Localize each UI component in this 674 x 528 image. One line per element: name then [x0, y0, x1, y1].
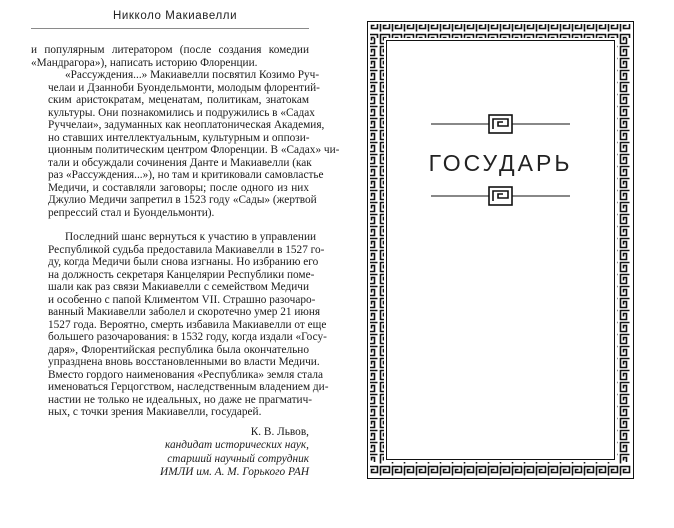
text-line: и особенно с папой Климентом VII. Страшно разочаро-: [48, 293, 316, 306]
text-line: культуры. Они познакомились и подружились в «Садах: [48, 106, 315, 119]
signature-name: К. В. Львов,: [250, 426, 309, 438]
author-signature: [31, 426, 309, 479]
text-line: большего разочарования: в 1532 году, когда издали «Госу-: [48, 331, 327, 343]
greek-key-border: [367, 21, 634, 479]
text-line: тали и обсуждали сочинения Данте и Макиавелли (как: [48, 156, 312, 169]
text-line: упразднена вновь восстановленными во власти Медичи.: [48, 356, 320, 368]
signature-institution: ИМЛИ им. А. М. Горького РАН: [160, 465, 309, 478]
body-text: [31, 44, 340, 419]
paragraph: [31, 69, 340, 219]
signature-title-1: кандидат исторических наук,: [165, 439, 309, 452]
text-line: настии не только не идеальных, но даже не прагматич-: [48, 393, 313, 406]
text-line: Вместо гордого наименования «Республика» земля стала: [48, 368, 323, 381]
text-line: Последний шанс вернуться к участию в управлении: [65, 231, 317, 243]
text-line: Джулио Медичи запретил в 1523 году «Сады» (жертвой: [48, 194, 317, 206]
text-line: Медичи, и составляли заговоры; после одного из них: [48, 181, 309, 194]
text-line: «Рассуждения...» Макиавелли посвятил Козимо Руч-: [65, 69, 320, 81]
text-line: челаи и Дзанноби Буондельмонти, молодым флорентий-: [48, 81, 320, 94]
text-line: ским аристократам, меценатам, политикам, знатокам: [48, 94, 309, 106]
paragraph: [31, 231, 329, 419]
right-page: [337, 0, 674, 528]
running-head: [31, 8, 309, 29]
text-line: Руччелаи», задуманных как неоплатоническая Академия,: [48, 119, 325, 131]
text-line: именоваться Герцогством, наследственным владением ди-: [48, 381, 329, 393]
text-line: раз «Рассуждения...»), но там и критиковали самовластье: [48, 169, 324, 181]
ornament-bottom-icon: [431, 187, 570, 205]
signature-title-2: старший научный сотрудник: [167, 452, 309, 465]
text-line: ванный Макиавелли заболел и скоротечно умер 21 июня: [48, 306, 321, 318]
running-head-text: Никколо Макиавелли: [113, 10, 238, 22]
text-line: шали как раз связи Макиавелли с семейством Медичи: [48, 281, 309, 293]
text-line: Республикой судьба предоставила Макиавелли в 1527 го-: [48, 243, 325, 256]
book-title: ГОСУДАРЬ: [428, 150, 573, 176]
paragraph: [31, 44, 309, 69]
text-line: ционным политическим центром Флоренции. В «Садах» чи-: [48, 144, 340, 156]
text-line: ных, с точки зрения Макиавелли, государей.: [48, 406, 262, 418]
text-line: 1527 года. Вероятно, смерть избавила Макиавелли от еще: [48, 318, 327, 331]
ornament-top-icon: [431, 115, 570, 133]
text-line: на должность секретаря Канцелярии Республики поме-: [48, 268, 315, 281]
text-line: ду, когда Медичи были снова изгнаны. Но избранию его: [48, 256, 319, 268]
text-line: даря», Флорентийская республика была окончательно: [48, 343, 309, 356]
text-line: но ставших интеллектуальным, культурным и оппози-: [48, 131, 310, 144]
text-line: репрессий стал и Буондельмонти).: [48, 206, 215, 219]
text-line: и популярным литератором (после создания комедии: [31, 44, 309, 56]
text-line: «Мандрагора»), написать историю Флоренции.: [31, 56, 258, 69]
